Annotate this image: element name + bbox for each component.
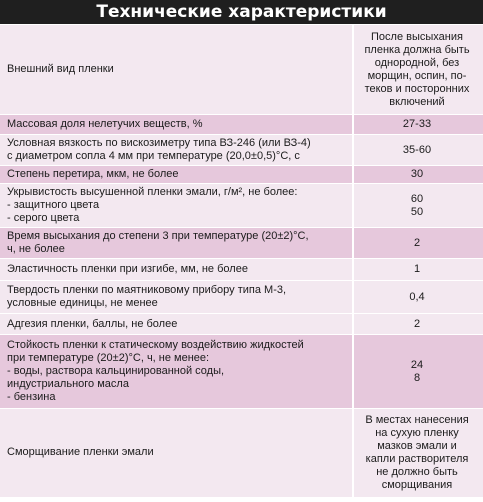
param-cell	[0, 228, 353, 259]
value-text: 2	[413, 317, 421, 330]
value-cell	[353, 228, 483, 259]
param-label: - защитного цвета	[7, 199, 100, 211]
value-text: капли растворителя	[365, 452, 469, 465]
param-label: Условная вязкость по вискозиметру типа ВЗ-246 (или ВЗ-4)	[7, 137, 311, 149]
value-text: пленка должна быть	[364, 43, 470, 56]
table-row	[0, 314, 483, 335]
table-row	[0, 166, 483, 184]
value-text: 27-33	[402, 118, 432, 130]
value-cell	[353, 166, 483, 184]
value-cell	[353, 259, 483, 281]
value-text: теков и посторонних	[364, 82, 470, 95]
param-cell	[0, 259, 353, 281]
value-text: 60	[410, 192, 424, 205]
value-cell	[353, 335, 483, 409]
sheet-title: Технические характеристики	[0, 0, 483, 24]
value-text: 30	[410, 168, 424, 180]
param-label: Степень перетира, мкм, не более	[7, 168, 179, 180]
value-text: включений	[389, 95, 445, 108]
value-text: 35-60	[402, 143, 432, 156]
value-cell	[353, 409, 483, 497]
param-label: с диаметром сопла 4 мм при температуре (20,0±0,5)°С, с	[7, 150, 300, 162]
value-text: 8	[413, 371, 421, 384]
value-text: 24	[410, 358, 424, 371]
param-label: Твердость пленки по маятниковому прибору типа М-3,	[7, 284, 287, 296]
table-row	[0, 115, 483, 135]
value-cell	[353, 281, 483, 314]
param-cell	[0, 115, 353, 135]
param-cell	[0, 135, 353, 166]
value-text: сморщивания	[381, 478, 453, 491]
value-cell	[353, 314, 483, 335]
param-cell	[0, 281, 353, 314]
param-label: ч, не более	[7, 243, 65, 255]
value-text: морщин, оспин, по-	[367, 69, 467, 82]
param-cell	[0, 409, 353, 497]
param-cell	[0, 314, 353, 335]
value-cell	[353, 135, 483, 166]
table-row	[0, 135, 483, 166]
param-label: Укрывистость высушенной пленки эмали, г/м², не более:	[7, 186, 298, 198]
table-row	[0, 25, 483, 115]
param-label: - бензина	[7, 391, 56, 403]
table-row	[0, 335, 483, 409]
value-text: 1	[413, 263, 421, 275]
table-row	[0, 228, 483, 259]
value-cell	[353, 184, 483, 228]
value-text: 0,4	[409, 290, 425, 303]
param-label: Стойкость пленки к статическому воздействию жидкостей	[7, 339, 304, 351]
value-text: После высыхания	[371, 30, 463, 43]
param-cell	[0, 25, 353, 115]
param-cell	[0, 184, 353, 228]
value-text: однородной, без	[374, 56, 460, 69]
param-label: Эластичность пленки при изгибе, мм, не более	[7, 263, 248, 275]
spec-table	[0, 24, 483, 497]
value-cell	[353, 115, 483, 135]
param-label: Массовая доля нелетучих веществ, %	[7, 118, 203, 130]
param-label: - серого цвета	[7, 212, 80, 224]
param-label: при температуре (20±2)°С, ч, не менее:	[7, 352, 210, 364]
param-label: - воды, раствора кальцинированной соды,	[7, 365, 225, 377]
value-text: мазков эмали и	[377, 439, 457, 452]
param-cell	[0, 166, 353, 184]
value-text: 50	[410, 205, 424, 218]
table-row	[0, 281, 483, 314]
param-cell	[0, 335, 353, 409]
param-label: условные единицы, не менее	[7, 297, 158, 309]
value-text: на сухую пленку	[375, 426, 459, 439]
value-text: 2	[413, 236, 421, 249]
param-label: Сморщивание пленки эмали	[7, 446, 154, 459]
param-label: индустриального масла	[7, 378, 129, 390]
value-text: В местах нанесения	[365, 413, 469, 426]
param-label: Время высыхания до степени 3 при температуре (20±2)°С,	[7, 230, 309, 242]
param-label: Внешний вид пленки	[7, 63, 114, 75]
table-row	[0, 259, 483, 281]
value-text: не должно быть	[376, 465, 458, 478]
param-label: Адгезия пленки, баллы, не более	[7, 317, 178, 330]
value-cell	[353, 25, 483, 115]
table-row	[0, 409, 483, 497]
table-row	[0, 184, 483, 228]
